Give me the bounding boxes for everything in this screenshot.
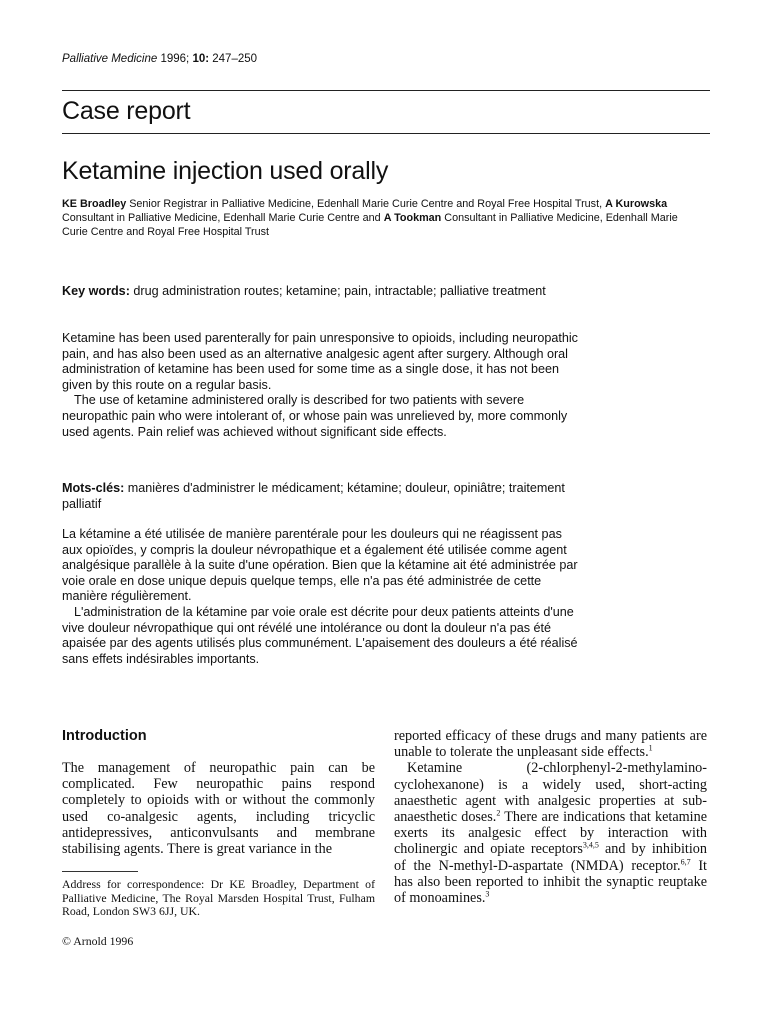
- keywords-english: [62, 284, 582, 300]
- section-label: Case report: [62, 97, 191, 125]
- abstract-english: [62, 331, 582, 440]
- author-affiliation: Consultant in Palliative Medicine, Edenhall Marie Curie Centre and Royal Free Hospital Trust: [62, 212, 678, 238]
- journal-citation: [62, 52, 257, 66]
- citation-ref: 3,4,5: [582, 840, 599, 850]
- text-run: reported efficacy of these drugs and many patients are unable to tolerate the unpleasant side effects.: [394, 728, 707, 761]
- copyright-notice: © Arnold 1996: [62, 934, 134, 948]
- keywords-label: Key words:: [62, 284, 130, 298]
- journal-pages: 247–250: [212, 53, 258, 65]
- citation-ref: 2: [496, 808, 501, 818]
- abstract-paragraph: The use of ketamine administered orally is described for two patients with severe neuropathic pain who were intolerant of, or whose pain was unrelieved by, more commonly used agents. Pain relief was achieved without significant side effects.: [62, 393, 568, 439]
- footnote-divider: [62, 871, 138, 872]
- text-run: Ketamine (2-chlorphenyl-2-methylamino-cyclohexanone) is a widely used, short-acting anaesthetic agent with analgesic properties at sub-anaesthetic doses.: [394, 760, 707, 826]
- header-rule-top: [62, 90, 710, 91]
- author-name: KE Broadley: [62, 198, 127, 210]
- text-run: There are indications that ketamine exerts its analgesic effect by interaction with cholinergic and opiate receptors: [394, 809, 708, 858]
- journal-volume: 10:: [192, 53, 210, 65]
- text-run: It has also been reported to inhibit the synaptic reuptake of monoamines.: [394, 857, 707, 907]
- journal-name: Palliative Medicine: [62, 53, 158, 65]
- citation-ref: 6,7: [680, 856, 691, 866]
- author-affiliation: Consultant in Palliative Medicine, Edenhall Marie Curie Centre and: [62, 212, 381, 224]
- body-paragraph: [394, 760, 707, 906]
- journal-year: 1996;: [160, 53, 190, 65]
- abstract-french: [62, 527, 582, 667]
- text-run: and by inhibition of the N-methyl-D-aspartate (NMDA) receptor.: [394, 841, 707, 874]
- abstract-paragraph: La kétamine a été utilisée de manière parentérale pour les douleurs qui ne réagissent pas aux opioïdes, y compris la douleur névropathique et a également été utilisée comme agent analgésique parallèle à la suite d'une opération. Bien que la kétamine ait été administrée par voie orale en dose unique depuis quelque temps, elle n'a pas été administrée de cette manière régulièrement.: [62, 527, 578, 604]
- author-list: [62, 197, 692, 239]
- correspondence-address: Address for correspondence: Dr KE Broadley, Department of Palliative Medicine, The Royal Marsden Hospital Trust, Fulham Road, London SW3 6JJ, UK.: [62, 877, 375, 919]
- keywords-french: [62, 481, 582, 512]
- body-paragraph: The management of neuropathic pain can be complicated. Few neuropathic pains respond completely to opioids with or without the commonly used co-analgesic agents, including tricyclic antidepressives, anticonvulsants and membrane stabilising agents. There is great variance in the: [62, 760, 375, 858]
- keywords-label: Mots-clés:: [62, 481, 125, 495]
- abstract-paragraph: L'administration de la kétamine par voie orale est décrite pour deux patients atteints d'une vive douleur névropathique qui ont révélé une intolérance ou dont la douleur n'a pas été apaisée par des agents utilisés plus communément. L'apaisement des douleurs a été réalisé sans effets indésirables importants.: [62, 604, 578, 666]
- author-affiliation: Senior Registrar in Palliative Medicine, Edenhall Marie Curie Centre and Royal Free Hospital Trust,: [129, 198, 603, 210]
- citation-ref: 3: [485, 889, 490, 899]
- keywords-text: manières d'administrer le médicament; kétamine; douleur, opiniâtre; traitement palliatif: [62, 481, 565, 511]
- author-name: A Tookman: [383, 212, 442, 224]
- body-column-left: [62, 760, 375, 857]
- body-column-right: [394, 728, 707, 906]
- section-heading-introduction: Introduction: [62, 728, 147, 744]
- body-paragraph: [394, 728, 707, 760]
- header-rule-bottom: [62, 133, 710, 134]
- keywords-text: drug administration routes; ketamine; pain, intractable; palliative treatment: [133, 284, 546, 298]
- abstract-paragraph: Ketamine has been used parenterally for pain unresponsive to opioids, including neuropathic pain, and has also been used as an alternative analgesic agent after surgery. Although oral administration of ketamine has been used for some time as a single dose, it has not been given by this route on a regular basis.: [62, 331, 578, 392]
- article-title: Ketamine injection used orally: [62, 157, 389, 185]
- citation-ref: 1: [648, 743, 653, 753]
- author-name: A Kurowska: [605, 198, 668, 210]
